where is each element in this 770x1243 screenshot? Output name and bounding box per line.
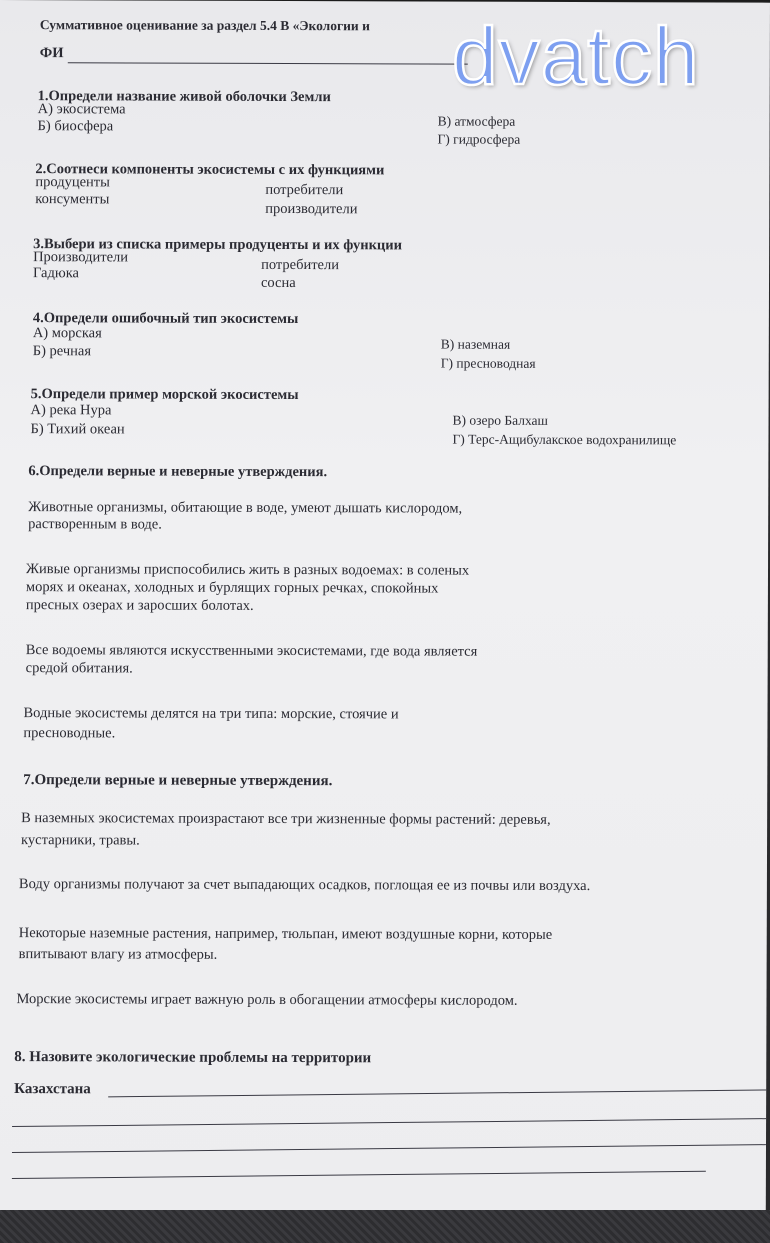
- q4-option-b: Б) речная: [32, 343, 92, 360]
- q3-left-item-2: Гадюка: [33, 265, 80, 282]
- q8-continuation: Казахстана: [14, 1081, 91, 1098]
- q6-question: 6.Определи верные и неверные утверждения.: [28, 463, 328, 481]
- q4-option-v: В) наземная: [440, 336, 511, 352]
- q6-statement-2-line-1: Живые организмы приспособились жить в разных водоемах: в соленых: [25, 561, 470, 579]
- q1-question: 1.Определи название живой оболочки Земли: [37, 88, 331, 106]
- q6-statement-2-line-2: морях и океанах, холодных и бурлящих горных речках, спокойных: [25, 579, 439, 597]
- q2-left-item-2: консументы: [35, 191, 110, 208]
- q8-answer-line-4: [12, 1171, 706, 1179]
- watermark-logo: dvatch: [452, 11, 700, 102]
- q4-option-a: А) морская: [32, 325, 102, 342]
- q7-statement-1-line-1: В наземных экосистемах произрастают все три жизненные формы растений: деревья,: [21, 810, 551, 828]
- q8-answer-line-2: [12, 1118, 766, 1127]
- name-answer-line: [68, 62, 468, 64]
- q4-option-g: Г) пресноводная: [440, 355, 536, 371]
- q2-right-item-2: производители: [265, 200, 358, 218]
- q1-option-b: Б) биосфера: [37, 118, 114, 135]
- q7-statement-2-line-1: Воду организмы получают за счет выпадающих осадков, поглощая ее из почвы или воздуха.: [18, 876, 591, 895]
- q7-statement-3-line-1: Некоторые наземные растения, например, тюльпан, имеют воздушные корни, которые: [18, 925, 553, 943]
- q3-right-item-2: сосна: [260, 274, 296, 292]
- q7-statement-1-line-2: кустарники, травы.: [21, 832, 140, 849]
- q7-statement-4-line-1: Морские экосистемы играет важную роль в обогащении атмосферы кислородом.: [16, 991, 518, 1009]
- q6-statement-1-line-1: Животные организмы, обитающие в воде, умеют дышать кислородом,: [28, 499, 463, 517]
- q5-option-g: Г) Терс-Ащибулакское водохранилище: [452, 431, 677, 448]
- q4-question: 4.Определи ошибочный тип экосистемы: [32, 310, 299, 328]
- worksheet-title: Суммативное оценивание за раздел 5.4 В «Экологии и: [39, 17, 370, 34]
- q6-statement-2-line-3: пресных озерах и заросших болотах.: [25, 597, 254, 614]
- q2-left-item-1: продуценты: [35, 174, 110, 191]
- q6-statement-4-line-2: пресноводные.: [23, 725, 116, 742]
- q1-option-a: А) экосистема: [37, 101, 126, 118]
- q7-statement-3-line-2: впитывают влагу из атмосферы.: [18, 946, 218, 963]
- q2-right-item-1: потребители: [265, 181, 344, 199]
- q6-statement-3-line-1: Все водоемы являются искусственными экосистемами, где вода является: [25, 642, 478, 660]
- q3-question: 3.Выбери из списка примеры продуценты и их функции: [33, 236, 403, 254]
- background-fabric: [0, 1210, 770, 1243]
- q1-option-v: В) атмосфера: [437, 113, 516, 129]
- q8-answer-line-1: [108, 1089, 766, 1097]
- q3-left-item-1: Производители: [33, 249, 129, 266]
- q6-statement-4-line-1: Водные экосистемы делятся на три типа: морские, стоячие и: [23, 705, 399, 723]
- q7-question: 7.Определи верные и неверные утверждения.: [23, 772, 333, 790]
- q2-question: 2.Соотнеси компоненты экосистемы с их функциями: [35, 161, 385, 179]
- q6-statement-3-line-2: средой обитания.: [25, 660, 133, 677]
- q8-question: 8. Назовите экологические проблемы на территории: [14, 1049, 372, 1067]
- name-label: ФИ: [39, 45, 64, 62]
- q8-answer-line-3: [12, 1144, 766, 1153]
- q5-option-b: Б) Тихий океан: [30, 421, 125, 438]
- q1-option-g: Г) гидросфера: [437, 131, 521, 147]
- q5-option-v: В) озеро Балхаш: [452, 412, 548, 428]
- q5-option-a: А) река Нура: [30, 402, 112, 419]
- q5-question: 5.Определи пример морской экосистемы: [30, 386, 299, 404]
- q3-right-item-1: потребители: [261, 256, 340, 274]
- q6-statement-1-line-2: растворенным в воде.: [28, 516, 162, 533]
